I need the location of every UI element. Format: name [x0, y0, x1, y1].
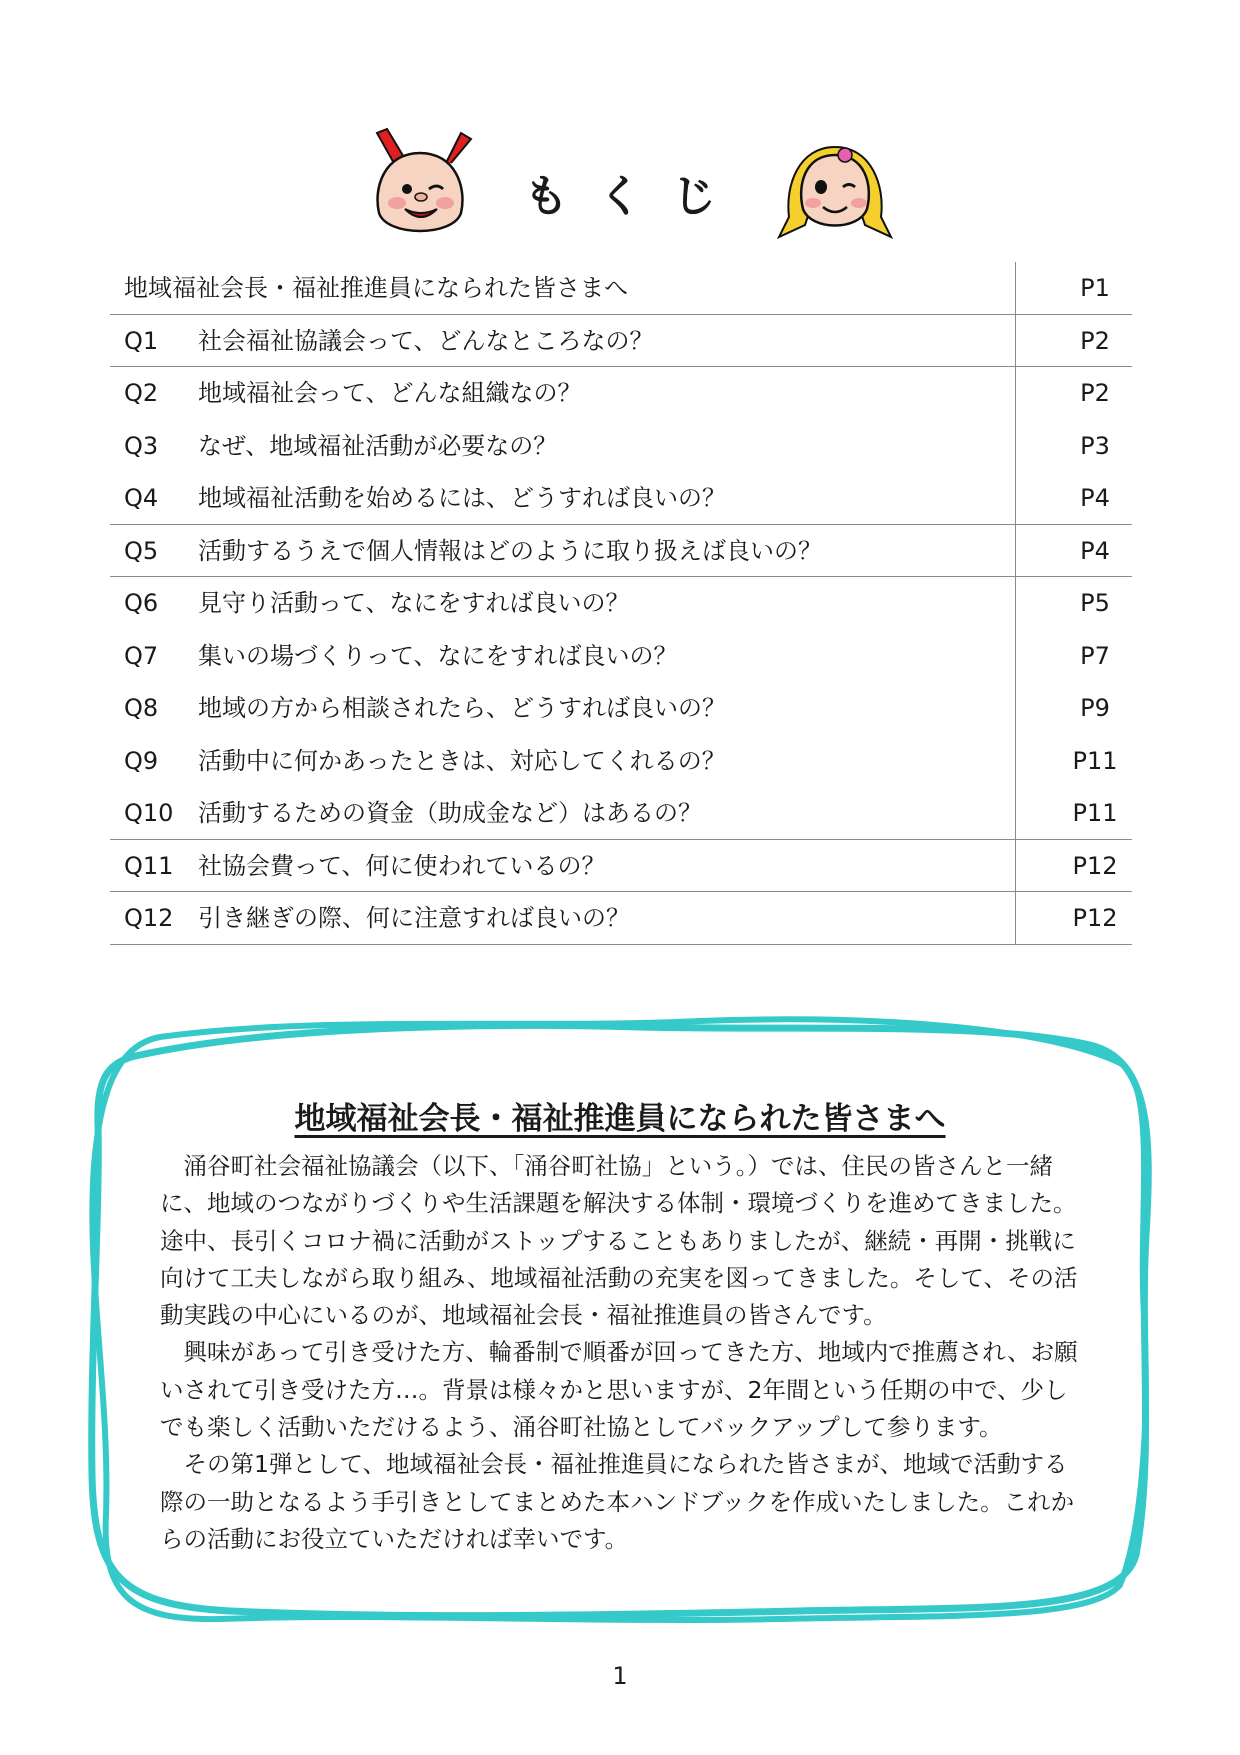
toc-page: P11 — [1072, 746, 1118, 775]
toc-row-q9[interactable] — [110, 735, 1132, 788]
toc-question-number: Q12 — [124, 904, 174, 932]
toc-row-q11[interactable] — [110, 840, 1132, 893]
toc-title: 地域福祉活動を始めるには、どうすれば良いの？ — [198, 484, 726, 512]
toc-page: P1 — [1080, 274, 1110, 302]
toc-question-number: Q11 — [124, 851, 174, 880]
toc-row-q4[interactable] — [110, 472, 1132, 525]
table-of-contents — [110, 262, 1132, 945]
toc-question-number: Q7 — [124, 641, 159, 670]
toc-row-q1[interactable] — [110, 315, 1132, 368]
toc-row-q7[interactable] — [110, 630, 1132, 683]
toc-question-number: Q2 — [124, 379, 159, 407]
toc-row-q8[interactable] — [110, 682, 1132, 735]
toc-row-q5[interactable] — [110, 525, 1132, 578]
intro-body — [160, 1148, 1090, 1558]
toc-title: 地域福祉会って、どんな組織なの？ — [198, 379, 582, 407]
toc-question-number: Q4 — [124, 484, 159, 512]
page-title: もくじ — [524, 171, 746, 222]
toc-row-q6[interactable] — [110, 577, 1132, 630]
toc-question-number: Q9 — [124, 746, 159, 775]
toc-question-number: Q1 — [124, 326, 159, 355]
page-number: 1 — [612, 1662, 628, 1690]
toc-row-q3[interactable] — [110, 420, 1132, 473]
toc-title: 地域福祉会長・福祉推進員になられた皆さまへ — [124, 274, 628, 302]
toc-title: 集いの場づくりって、なにをすれば良いの？ — [198, 641, 678, 670]
toc-page: P2 — [1080, 379, 1110, 407]
toc-row-intro[interactable] — [110, 262, 1132, 315]
toc-title: なぜ、地域福祉活動が必要なの？ — [198, 431, 558, 460]
toc-question-number: Q3 — [124, 431, 159, 460]
toc-page: P4 — [1080, 484, 1110, 512]
toc-page: P2 — [1080, 326, 1110, 355]
intro-paragraph: その第1弾として、地域福祉会長・福祉推進員になられた皆さまが、地域で活動する際の一助となるよう手引きとしてまとめた本ハンドブックを作成いたしました。これからの活動にお役立ていただければ幸いです。 — [160, 1450, 1075, 1553]
intro-paragraph: 涌谷町社会福祉協議会（以下、「涌谷町社協」という。）では、住民の皆さんと一緒に、地域のつながりづくりや生活課題を解決する体制・環境づくりを進めてきました。途中、長引くコロナ禍に活動がストップすることもありましたが、継続・再開・挑戦に向けて工夫しながら取り組み、地域福祉活動の充実を図ってきました。そして、その活動実践の中心にいるのが、地域福祉会長・福祉推進員の皆さんです。 — [160, 1152, 1078, 1330]
toc-row-q2[interactable] — [110, 367, 1132, 420]
toc-question-number: Q6 — [124, 589, 159, 617]
toc-page: P12 — [1072, 851, 1118, 880]
toc-row-q10[interactable] — [110, 787, 1132, 840]
toc-title: 活動するうえで個人情報はどのように取り扱えば良いの？ — [198, 536, 822, 565]
toc-title: 活動中に何かあったときは、対応してくれるの？ — [198, 746, 726, 775]
toc-page: P12 — [1072, 904, 1118, 932]
toc-page: P9 — [1080, 694, 1110, 722]
toc-question-number: Q8 — [124, 694, 159, 722]
toc-title: 社会福祉協議会って、どんなところなの？ — [198, 326, 654, 355]
intro-heading: 地域福祉会長・福祉推進員になられた皆さまへ — [294, 1101, 946, 1137]
mascot-girl-icon — [775, 125, 895, 245]
toc-title: 地域の方から相談されたら、どうすれば良いの？ — [198, 694, 726, 722]
intro-paragraph: 興味があって引き受けた方、輪番制で順番が回ってきた方、地域内で推薦され、お願いされて引き受けた方…。背景は様々かと思いますが、2年間という任期の中で、少しでも楽しく活動いただけるよう、涌谷町社協としてバックアップして参ります。 — [160, 1338, 1078, 1442]
toc-page: P5 — [1080, 589, 1110, 617]
toc-row-q12[interactable] — [110, 892, 1132, 945]
toc-page: P7 — [1080, 641, 1110, 670]
toc-page: P3 — [1080, 431, 1110, 460]
toc-page: P11 — [1072, 799, 1118, 827]
toc-page: P4 — [1080, 536, 1110, 565]
toc-title: 社協会費って、何に使われているの？ — [198, 851, 606, 880]
toc-title: 活動するための資金（助成金など）はあるの？ — [198, 799, 702, 827]
toc-title: 引き継ぎの際、何に注意すれば良いの？ — [198, 904, 630, 932]
toc-question-number: Q10 — [124, 799, 174, 827]
toc-title: 見守り活動って、なにをすれば良いの？ — [198, 589, 630, 617]
toc-question-number: Q5 — [124, 536, 159, 565]
